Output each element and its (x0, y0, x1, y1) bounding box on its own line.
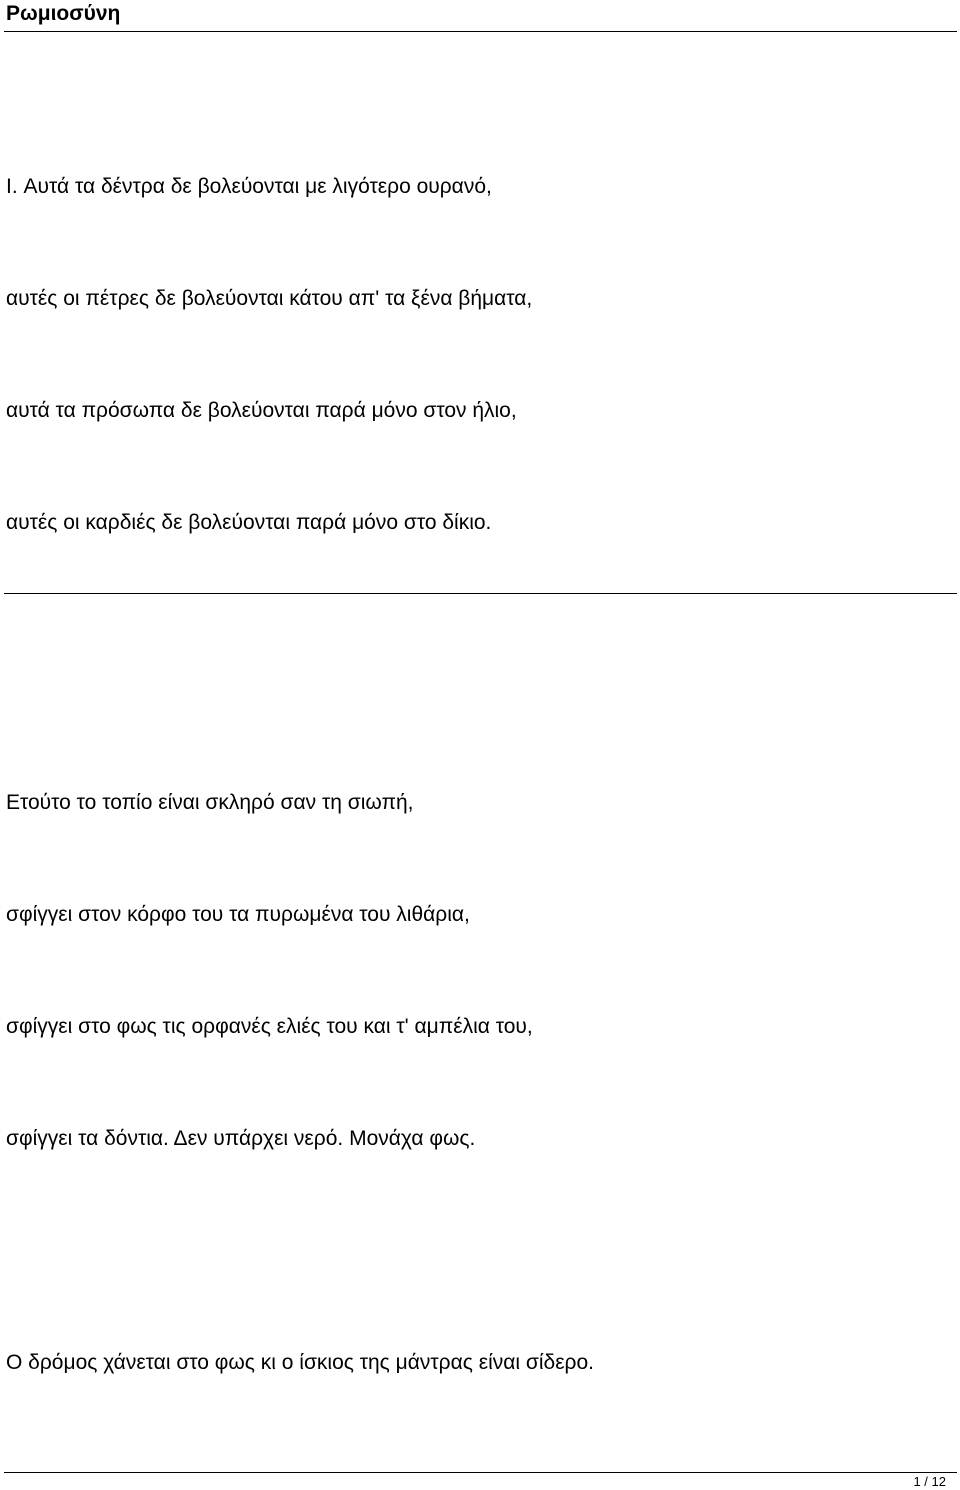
verse-line: σφίγγει στον κόρφο του τα πυρωμένα του λιθάρια, (6, 903, 470, 926)
section-divider (4, 593, 957, 594)
verse-line: Ο δρόμος χάνεται στο φως κι ο ίσκιος της μάντρας είναι σίδερο. (6, 1351, 595, 1374)
verse-line: I. Αυτά τα δέντρα δε βολεύονται με λιγότερο ουρανό, (6, 175, 492, 198)
footer-divider (4, 1472, 957, 1473)
verse-line: αυτά τα πρόσωπα δε βολεύονται παρά μόνο στον ήλιο, (6, 399, 517, 422)
verse-line: Ετούτο το τοπίο είναι σκληρό σαν τη σιωπή, (6, 791, 414, 814)
header-divider (4, 31, 957, 32)
verse-line: σφίγγει στο φως τις ορφανές ελιές του και τ' αμπέλια του, (6, 1015, 533, 1038)
document-title: Ρωμιοσύνη (6, 2, 121, 25)
verse-line: αυτές οι πέτρες δε βολεύονται κάτου απ' τα ξένα βήματα, (6, 287, 533, 310)
page-number: 1 / 12 (913, 1474, 946, 1489)
verse-line: αυτές οι καρδιές δε βολεύονται παρά μόνο στο δίκιο. (6, 511, 492, 534)
verse-line: σφίγγει τα δόντια. Δεν υπάρχει νερό. Μονάχα φως. (6, 1127, 476, 1150)
